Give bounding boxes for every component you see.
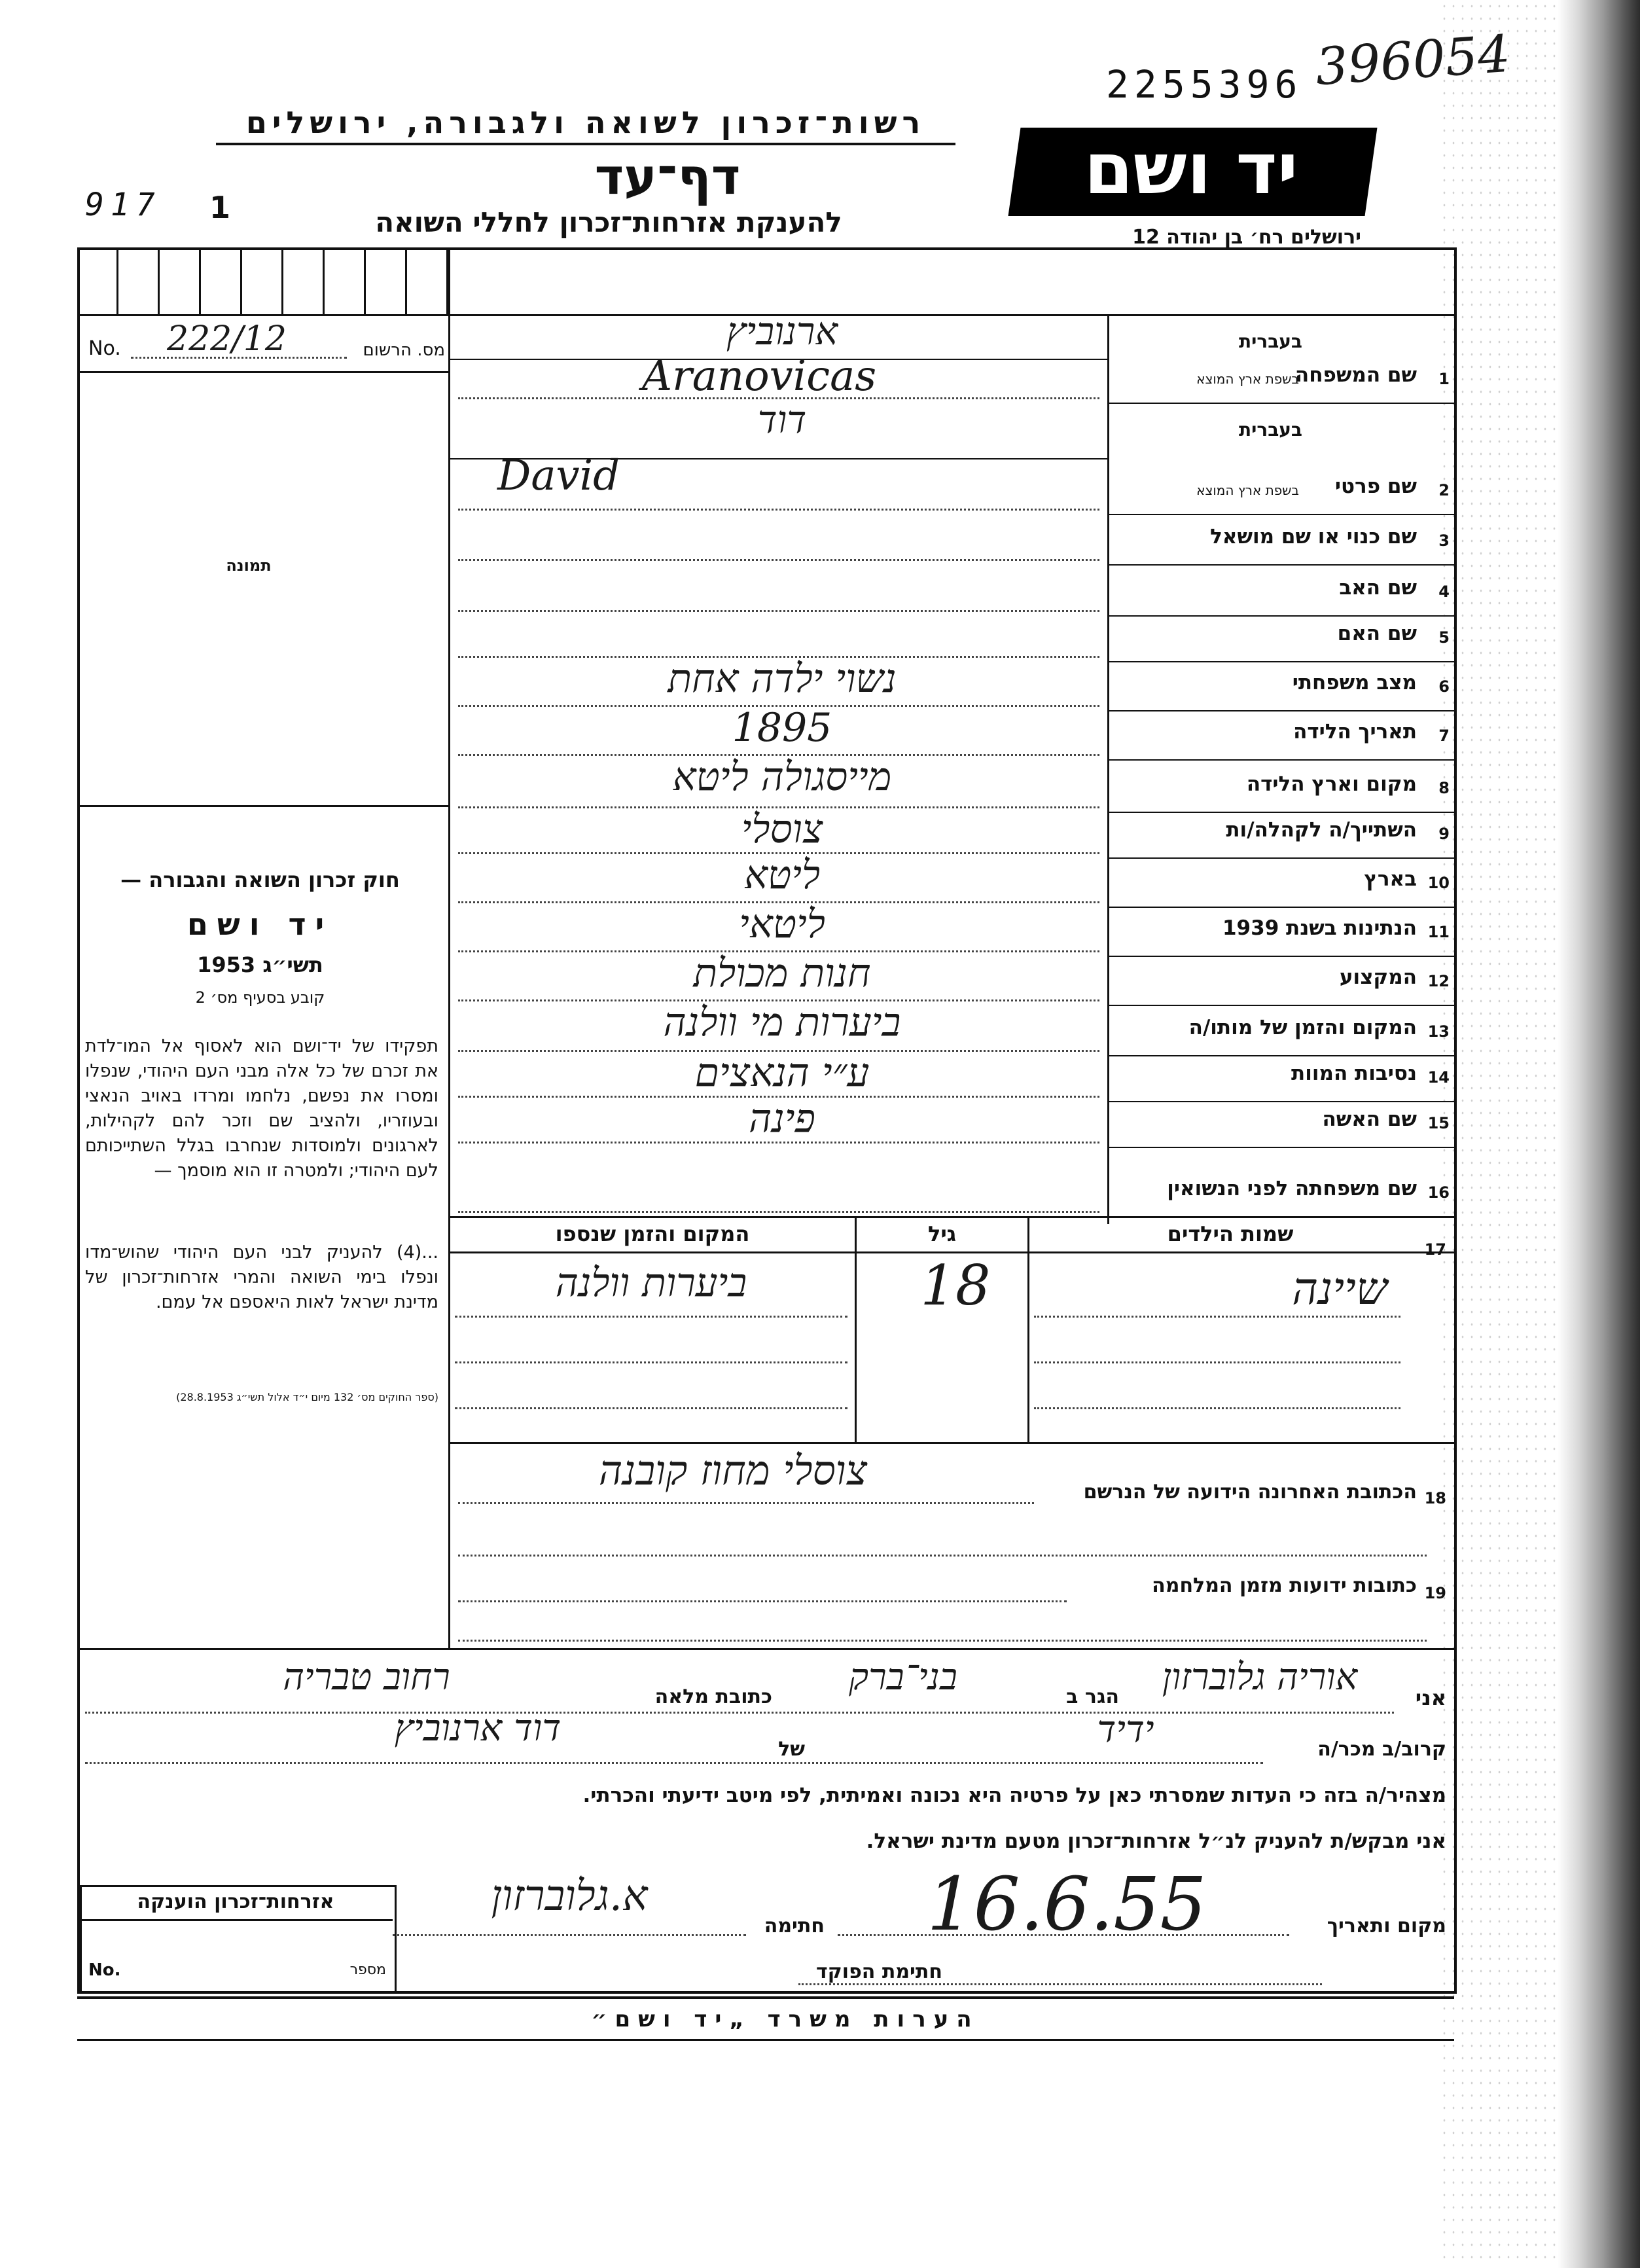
decl-signature-label: חתימה: [764, 1915, 825, 1937]
field-separator: [1109, 564, 1454, 566]
field-dotline: [458, 509, 1099, 511]
field-separator: [1109, 759, 1454, 761]
children-table-bottom: [448, 1442, 1454, 1444]
field-separator: [1109, 956, 1454, 957]
field-number: 13: [1427, 1022, 1450, 1041]
decl-statement-1: מצהיר/ה בזה כי העדות שמסרתי כאן על פרטיה היא נכונה ואמיתית, לפי מיטב ידיעתי והכרתי.: [582, 1784, 1446, 1807]
decl-of-label: של: [778, 1738, 805, 1761]
field-dotline: [458, 559, 1099, 561]
field-separator: [1109, 857, 1454, 859]
left-column-divider: [448, 247, 450, 1560]
field19-dotline-1: [458, 1600, 1067, 1602]
field-separator: [1109, 403, 1454, 404]
decl-relative-label: קרוב/ב מכר/ה: [1317, 1738, 1446, 1761]
decl-of-value: דוד ארנוביץ: [394, 1707, 562, 1750]
field-label: שם פרטי: [1334, 475, 1417, 498]
form-subtitle: להענקת אזרחות־זכרון לחללי השואה: [375, 206, 842, 238]
field-separator: [1109, 661, 1454, 662]
field-sub-origin: בשפת ארץ המוצא: [1196, 482, 1299, 498]
authority-underline: [216, 143, 955, 145]
field-value: צוסלי: [741, 806, 823, 852]
form-code-mark: 1: [209, 190, 231, 225]
field-separator: [1109, 1101, 1454, 1102]
archive-number-printed: 2255396: [1106, 62, 1303, 107]
law-title: חוק זכרון השואה והגבורה —: [120, 867, 400, 892]
children-col-age: גיל: [927, 1221, 957, 1246]
law-source: (ספר החוקים מס׳ 132 מיום י״ד אלול תשי״ג 28.8.1953): [176, 1391, 438, 1403]
field-number: 7: [1438, 727, 1450, 745]
field-number: 11: [1427, 923, 1450, 941]
logo-address: ירושלים רח׳ בן יהודה 12: [1132, 226, 1361, 249]
children-table-top: [448, 1216, 1454, 1218]
reg-no-prefix: No.: [88, 337, 121, 360]
law-clause: קובע בסעיף מס׳ 2: [195, 988, 325, 1007]
award-box-title: אזרחות־זכרון הוענקה: [137, 1890, 334, 1913]
field-number: 5: [1438, 628, 1450, 647]
decl-address-label: כתובת מלאה: [654, 1685, 772, 1708]
field-separator: [1109, 615, 1454, 617]
photo-box-bottom: [77, 805, 448, 807]
children-col-place: המקום והזמן שנספו: [555, 1221, 750, 1246]
field19-left-border: [448, 1558, 450, 1648]
field-label: מצב משפחתי: [1292, 671, 1417, 694]
form-code: 917: [85, 187, 162, 223]
field-number: 4: [1438, 583, 1450, 601]
decl-i-value: אוריה גלוברזון: [1162, 1656, 1358, 1699]
field-value-latin: Aranovicas: [641, 352, 877, 401]
children-col-names: שמות הילדים: [1167, 1221, 1294, 1246]
label-column-divider: [1107, 314, 1109, 1224]
field-separator: [1109, 812, 1454, 813]
field19-dotline-2: [458, 1640, 1427, 1642]
field-dotline: [458, 610, 1099, 612]
decl-address-value: רחוב טבריה: [283, 1656, 450, 1699]
field-label: המקצוע: [1339, 965, 1417, 989]
archive-number-handwritten: 396054: [1313, 24, 1512, 98]
field-value: 1895: [732, 705, 832, 751]
field-sub-hebrew: בעברית: [1238, 331, 1302, 352]
law-text-2: ...(4) להעניק לבני העם היהודי שהוש־מדו ונפלו בימי השואה והמרי אזרחות־זכרון של מדינת ישראל לאות היאספם אל עמם.: [85, 1242, 438, 1312]
authority-line: רשות־זכרון לשואה ולגבורה, ירושלים: [245, 105, 926, 140]
field19-label: כתובות ידועות מזמן המלחמה: [1152, 1574, 1417, 1597]
field-number: 8: [1438, 779, 1450, 797]
children-num: 17: [1424, 1240, 1446, 1259]
field18-label: הכתובת האחרונה הידועה של הנרשם: [1083, 1481, 1417, 1503]
children-divider-age: [1027, 1216, 1029, 1442]
field-number: 2: [1438, 481, 1450, 499]
field-value: ארנוביץ: [726, 309, 838, 353]
field-label: השתייך/ה לקהלה/ות: [1226, 818, 1417, 842]
field-number: 1: [1438, 370, 1450, 388]
declaration-top-line: [77, 1648, 1454, 1650]
photo-label: תמונה: [226, 556, 272, 575]
field-value: ביערות מי וולנה: [663, 999, 901, 1045]
children-dot-1: [455, 1316, 847, 1318]
field-label: שם האם: [1337, 622, 1417, 645]
children-dot-5: [1034, 1361, 1400, 1363]
field-number: 10: [1427, 874, 1450, 892]
field-sub-origin: בשפת ארץ המוצא: [1196, 371, 1299, 387]
child-name: שיינה: [1292, 1263, 1387, 1315]
field-label: שם משפחתה לפני הנשואין: [1167, 1177, 1417, 1200]
decl-relative-value: ידיד: [1097, 1708, 1154, 1751]
field-label: המקום והזמן של מותו/ה: [1188, 1016, 1417, 1039]
field-value: נשוי ילדה אחת: [668, 656, 897, 702]
decl-signature-value: א.גלוברזון: [491, 1872, 648, 1920]
field-label: שם כנוי או שם מושאל: [1210, 525, 1417, 549]
field-label: שם המשפחה: [1294, 363, 1417, 387]
field-dotline: [458, 1142, 1099, 1143]
decl-resides-label: הגר ב: [1066, 1685, 1119, 1708]
scan-noise: [1440, 0, 1558, 2268]
field-label: הנתינות בשנת 1939: [1222, 916, 1417, 940]
decl-place-date-line: [838, 1934, 1289, 1936]
field-dotline: [458, 1211, 1099, 1213]
field-separator: [1109, 710, 1454, 711]
field-separator: [1109, 1147, 1454, 1148]
child-age: 18: [920, 1253, 991, 1318]
field-number: 3: [1438, 531, 1450, 550]
field-value: ליטא: [743, 852, 821, 898]
reg-no-value: 222/12: [167, 319, 287, 359]
top-box-row: [77, 247, 448, 314]
children-divider-place: [855, 1216, 857, 1442]
field18-dotline: [458, 1502, 1034, 1504]
decl-statement-2: אני מבקש/ת להעניק לנ״ל אזרחות־זכרון מטעם מדינת ישראל.: [866, 1829, 1446, 1853]
field-value-latin: David: [497, 452, 620, 500]
field-label: מקום וארץ הלידה: [1246, 772, 1417, 796]
field-value: ע״י הנאצים: [694, 1050, 870, 1096]
field-label: בארץ: [1364, 867, 1417, 891]
field-number: 16: [1427, 1183, 1450, 1202]
logo-text: יד ושם: [1084, 128, 1298, 210]
field19-num: 19: [1424, 1584, 1446, 1602]
law-year: תשי״ג 1953: [197, 952, 323, 977]
decl-officer-label: חתימת הפוקד: [816, 1960, 942, 1983]
field18-num: 18: [1424, 1489, 1446, 1507]
field-number: 12: [1427, 972, 1450, 990]
children-dot-6: [1034, 1407, 1400, 1409]
footer-top-line: [77, 1996, 1454, 1999]
decl-i-label: אני: [1415, 1685, 1446, 1710]
field-sub-hebrew: בעברית: [1238, 419, 1302, 441]
decl-officer-line: [798, 1983, 1322, 1985]
decl-resides-value: בני־ברק: [849, 1656, 957, 1699]
field-separator: [1109, 907, 1454, 908]
field-number: 6: [1438, 677, 1450, 696]
field-separator: [1109, 514, 1454, 515]
field-number: 14: [1427, 1068, 1450, 1087]
field-separator: [1109, 1005, 1454, 1006]
award-box-divider: [80, 1919, 393, 1921]
children-dot-4: [1034, 1316, 1400, 1318]
form-title: דף־עד: [594, 147, 741, 206]
footer-remarks: הערות משרד „יד ושם״: [591, 2006, 980, 2032]
field-value: מייסגולה ליטא: [672, 754, 892, 800]
field-separator: [1109, 1055, 1454, 1056]
field18-dotline-2: [458, 1555, 1427, 1557]
footer-bottom-line: [77, 2039, 1454, 2041]
field-label: נסיבות המוות: [1291, 1062, 1417, 1085]
field-value: ליטאי: [739, 901, 825, 947]
children-dot-3: [455, 1407, 847, 1409]
field-label: שם האב: [1339, 576, 1417, 600]
field-label: תאריך הלידה: [1293, 720, 1417, 744]
children-dot-2: [455, 1361, 847, 1363]
award-number-label: מספר: [349, 1962, 386, 1978]
child-place: ביערות וולנה: [555, 1260, 747, 1306]
field-value: חנות מכולת: [693, 950, 871, 996]
decl-line-2: [85, 1762, 1263, 1764]
decl-place-date-value: 16.6.55: [927, 1862, 1207, 1947]
scan-edge-shadow: [1558, 0, 1640, 2268]
field-number: 9: [1438, 825, 1450, 843]
law-text-1: תפקידו של יד־ושם הוא לאסוף אל המו־לדת את זכרם של כל אלה מבני העם היהודי, שנפלו ומסרו את נפשם, נלחמו ומרדו באויב הנאצי ובעוזריו, ולהציב שם וזכר להם לקהילות, לארגונים ולמוסדות שנחרבו בגלל השתייכותם לעם היהודי; ולמטרה זו הוא מוסמך —: [85, 1036, 438, 1181]
decl-signature-line: [393, 1934, 746, 1936]
reg-no-underline: [77, 371, 448, 373]
field-value: פינה: [749, 1096, 815, 1142]
field18-value: צוסלי מחוז קובנה: [598, 1447, 868, 1494]
law-name: יד ושם: [187, 907, 334, 942]
award-number-prefix: No.: [88, 1960, 121, 1980]
decl-place-date-label: מקום ותאריך: [1327, 1915, 1446, 1937]
reg-no-label: מס. הרשום: [363, 340, 445, 360]
field-value: דוד: [757, 397, 807, 442]
field-number: 15: [1427, 1114, 1450, 1132]
field-label: שם האשה: [1322, 1107, 1417, 1131]
